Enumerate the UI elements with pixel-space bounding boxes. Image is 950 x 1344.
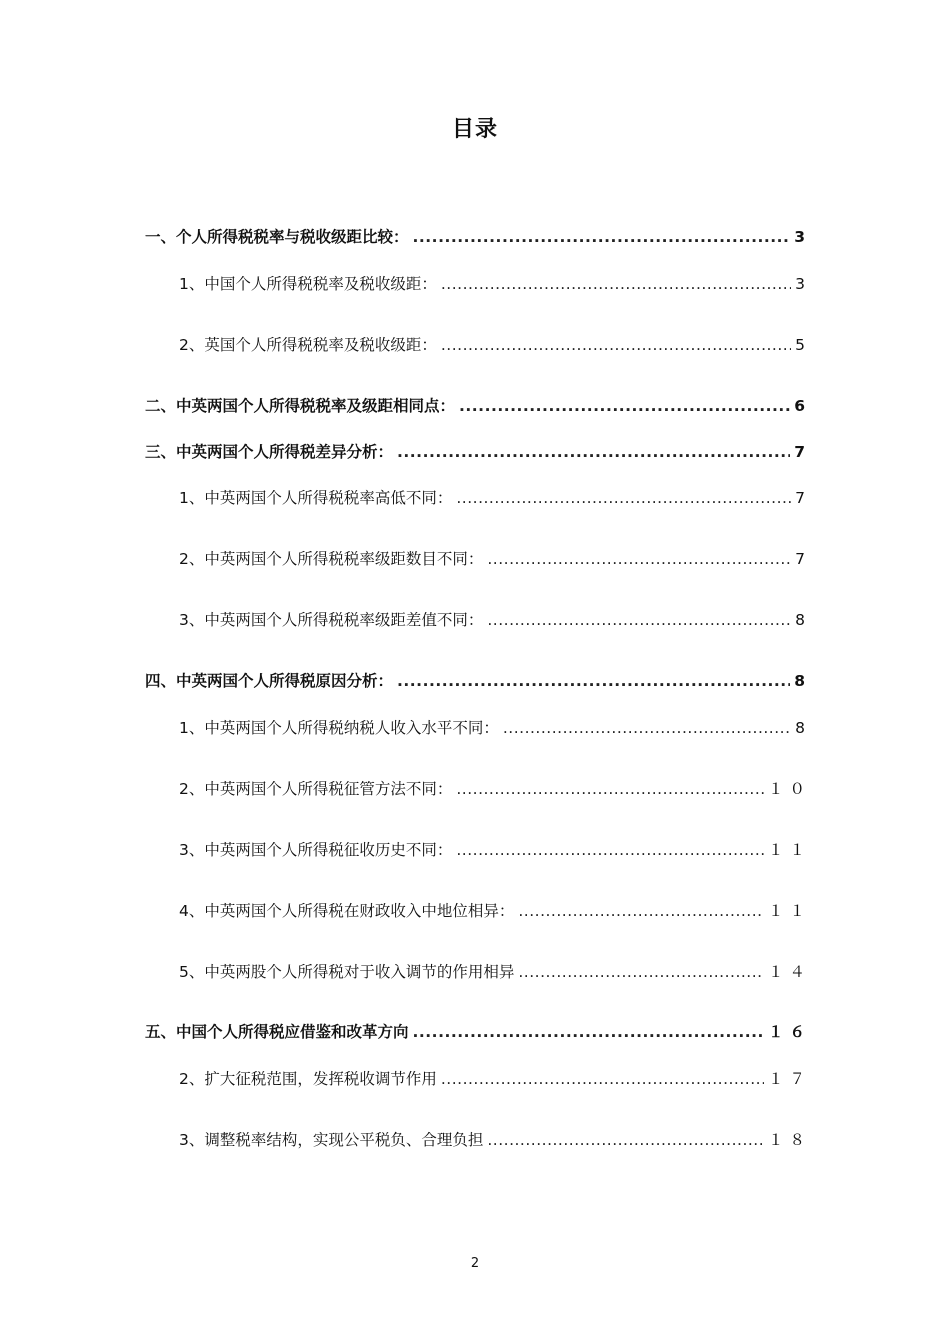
toc-entry[interactable] [179,960,811,984]
toc-entry-label: 一、个人所得税税率与税收级距比较： [145,228,409,246]
toc-entry-label: 五、中国个人所得税应借鉴和改革方向 [145,1023,409,1041]
toc-entry-label: 1、中英两国个人所得税纳税人收入水平不同： [179,719,499,737]
toc-dot-leader [456,838,764,862]
toc-entry[interactable] [145,1020,811,1044]
toc-dot-leader [441,333,791,357]
toc-entry-label: 四、中英两国个人所得税原因分析： [145,672,394,690]
toc-entry-page: 5 [795,336,811,354]
toc-dot-leader [456,486,791,510]
toc-dot-leader [459,394,790,418]
toc-entry-label: 4、中英两国个人所得税在财政收入中地位相异： [179,902,515,920]
toc-entry[interactable] [145,225,811,249]
toc-entry-label: 3、调整税率结构，实现公平税负、合理负担 [179,1131,484,1149]
toc-entry-page: 8 [795,719,811,737]
toc-entry-label: 1、中英两国个人所得税税率高低不同： [179,489,453,507]
toc-entry-label: 3、中英两国个人所得税征收历史不同： [179,841,453,859]
toc-dot-leader [518,960,764,984]
toc-dot-leader [503,716,791,740]
toc-entry[interactable] [179,838,811,862]
toc-entry-page: １６ [767,1023,811,1041]
toc-dot-leader [487,1128,764,1152]
toc-dot-leader [397,669,790,693]
toc-entry-page: 7 [795,489,811,507]
toc-dot-leader [413,1020,764,1044]
toc-entry[interactable] [179,716,811,740]
toc-entry[interactable] [179,547,811,571]
toc-entry-page: 8 [795,611,811,629]
toc-entry[interactable] [179,272,811,296]
toc-dot-leader [413,225,791,249]
toc-entry-page: 7 [795,550,811,568]
toc-entry[interactable] [179,608,811,632]
toc-entry-page: １７ [767,1070,811,1088]
toc-entry-label: 3、中英两国个人所得税税率级距差值不同： [179,611,484,629]
toc-dot-leader [441,272,791,296]
toc-entry-page: １８ [767,1131,811,1149]
toc-dot-leader [518,899,764,923]
toc-entry[interactable] [179,899,811,923]
toc-entry[interactable] [179,777,811,801]
toc-entry[interactable] [179,1067,811,1091]
toc-entry-label: 2、英国个人所得税税率及税收级距： [179,336,437,354]
toc-entry[interactable] [179,1128,811,1152]
toc-entry-page: 3 [795,275,811,293]
toc-dot-leader [487,608,791,632]
toc-entry-label: 2、中英两国个人所得税征管方法不同： [179,780,453,798]
toc-entry-page: 7 [794,443,811,461]
toc-dot-leader [456,777,764,801]
toc-entry[interactable] [179,333,811,357]
toc-entry-page: 3 [794,228,811,246]
toc-entry-page: １４ [767,963,811,981]
toc-entry-label: 二、中英两国个人所得税税率及级距相同点： [145,397,456,415]
toc-entry[interactable] [145,394,811,418]
toc-entry-label: 三、中英两国个人所得税差异分析： [145,443,394,461]
toc-entry-page: １１ [767,841,811,859]
toc-entry-label: 2、扩大征税范围，发挥税收调节作用 [179,1070,437,1088]
toc-entry-label: 5、中英两股个人所得税对于收入调节的作用相异 [179,963,515,981]
toc-entry-label: 1、中国个人所得税税率及税收级距： [179,275,437,293]
toc-dot-leader [397,440,790,464]
toc-dot-leader [487,547,791,571]
toc-entry[interactable] [179,486,811,510]
page-title: 目录 [451,117,498,142]
toc-entry-page: 8 [794,672,811,690]
toc-entry[interactable] [145,440,811,464]
toc-entry[interactable] [145,669,811,693]
toc-entry-page: １１ [767,902,811,920]
toc-entry-page: １０ [767,780,811,798]
toc-entry-page: 6 [794,397,811,415]
toc-entry-label: 2、中英两国个人所得税税率级距数目不同： [179,550,484,568]
toc-dot-leader [441,1067,764,1091]
page-number: 2 [470,1256,480,1271]
